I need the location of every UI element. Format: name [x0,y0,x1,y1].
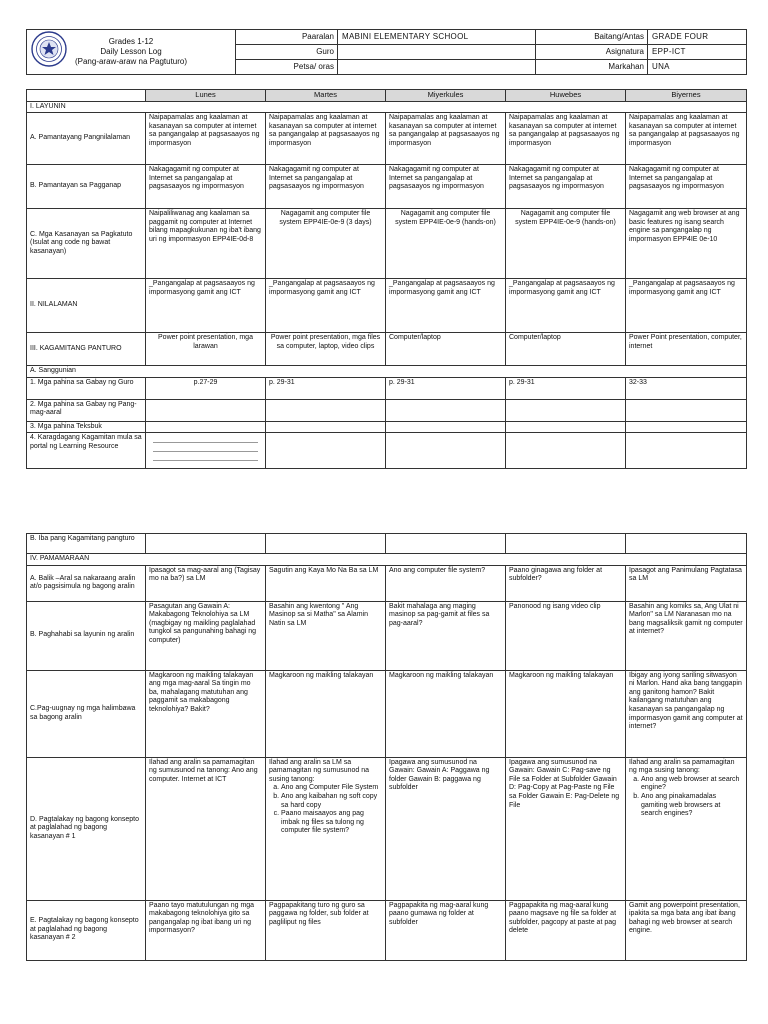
school-label: Paaralan [236,30,338,45]
title-line-1: Grades 1-12 [108,37,154,46]
list-intro: Ilahad ang aralin sa LM sa pamamagitan ng sumusunod na susing tanong: [269,758,370,783]
cell-text: Ilahad ang aralin sa pamamagitan ng sumusunod na tanong: Ano ang computer. Internet at ICT [146,757,266,900]
day-header-friday: Biyernes [626,90,747,102]
cell-text: Ipagawa ang sumusunod na Gawain: Gawain A: Paggawa ng folder Gawain B: paggawa ng subfolder [386,757,506,900]
cell-text: Bakit mahalaga ang maging masinop sa pag-gamit at files sa pag-aaral? [386,601,506,670]
school-value: MABINI ELEMENTARY SCHOOL [338,30,536,45]
lesson-log-table-1 [26,89,747,469]
cell-text: Nakagagamit ng computer at Internet sa pangangalap at pagsasaayos ng impormasyon [266,165,386,209]
cell-text: Nagagamit ang computer file system EPP4IE-0e-9 (hands-on) [386,209,506,279]
cell-text: Computer/laptop [386,333,506,366]
day-header-thursday: Huwebes [506,90,626,102]
cell-text: Ibigay ang iyong sariling sitwasyon ni Marlon. Hand aka bang tanggapin ang ganitong hamon? Bakit kailangang matutuhan ang kasanayan sa pangangalap ng impormasyon gamit ang computer at internet? [626,670,747,757]
cell-text: Ipagawa ang sumusunod na Gawain: Gawain C: Pag-save ng File sa Folder at Subfolder Gawain D: Pag-Copy at Pag-Paste ng File sa Folder Gawain E: Pag-Delete ng File [506,757,626,900]
list-intro: Ilahad ang aralin sa pamamagitan ng mga susing tanong: [629,758,735,775]
cell-text: Power point presentation, mga larawan [146,333,266,366]
cell-text: p. 29-31 [266,377,386,399]
row-label-pag-uugnay: C.Pag-uugnay ng mga halimbawa sa bagong aralin [27,670,146,757]
cell-text: Power point presentation, mga files sa computer, laptop, video clips [266,333,386,366]
row-label-karagdagang-kagamitan: 4. Karagdagang Kagamitan mula sa portal ng Learning Resource [27,433,146,469]
cell-text: Ipasagot sa mag-aaral ang (Tagisay mo na ba?) sa LM [146,565,266,601]
day-header-tuesday: Martes [266,90,386,102]
lesson-log-table-2 [26,533,747,961]
blank-line [153,436,258,443]
row-label-nilalaman: II. NILALAMAN [27,279,146,333]
cell-text: Naipapamalas ang kaalaman at kasanayan sa computer at internet sa pangangalap at pagsasaayos ng impormasyon [386,113,506,165]
cell-text: Paano ginagawa ang folder at subfolder? [506,565,626,601]
row-label-pagtalakay-2: E. Pagtalakay ng bagong konsepto at paglalahad ng bagong kasanayan # 2 [27,900,146,960]
quarter-label: Markahan [536,60,648,75]
date-value [338,60,536,75]
cell-text: Pasagutan ang Gawain A: Makabagong Teknolohiya sa LM (magbigay ng maikling paglalahad tungkol sa pangunahing bahagi ng computer) [146,601,266,670]
row-label-balik-aral: A. Balik –Aral sa nakaraang aralin at/o pagsisimula ng bagong aralin [27,565,146,601]
cell-text: Ano ang computer file system? [386,565,506,601]
quarter-value: UNA [648,60,747,75]
cell-text: Pagpapakita ng mag-aaral kung paano gumawa ng folder at subfolder [386,900,506,960]
blank-line [153,445,258,452]
title-line-2: Daily Lesson Log [100,47,162,56]
blank-line [153,454,258,461]
cell-text: Pagpapakitang turo ng guro sa paggawa ng folder, sub folder at pagliliput ng files [266,900,386,960]
cell-text: Paano tayo matutulungan ng mga makabagong teknolohiya gito sa pangangalap ng ibat ibang uri ng impormasyon? [146,900,266,960]
row-label-gabay-ng-guro: 1. Mga pahina sa Gabay ng Guro [27,377,146,399]
cell-text: Nakagagamit ng computer at Internet sa pangangalap at pagsasaayos ng impormasyon [146,165,266,209]
list-item: a. Ano ang Computer File System [281,784,382,793]
title-line-3: (Pang-araw-araw na Pagtuturo) [74,57,188,66]
cell-list [266,757,386,900]
cell-text: Magkaroon ng maikling talakayan ang mga mag-aaral Sa tingin mo ba, mahalagang matutuhan ang paggamit sa makabagong teknolohiya? Bakit? [146,670,266,757]
cell-text: Pagpapakita ng mag-aaral kung paano magsave ng file sa folder at subfolder, pagcopy at paste at pag delete [506,900,626,960]
day-header-monday: Lunes [146,90,266,102]
cell-text: _Pangangalap at pagsasaayos ng impormasyong gamit ang ICT [266,279,386,333]
row-label-paghahabi: B. Paghahabi sa layunin ng aralin [27,601,146,670]
cell-text: Nagagamit ang computer file system EPP4IE-0e-9 (hands-on) [506,209,626,279]
cell-text: _Pangangalap at pagsasaayos ng impormasyong gamit ang ICT [146,279,266,333]
teacher-value [338,45,536,60]
header-table [26,29,747,75]
cell-text: _Pangangalap at pagsasaayos ng impormasyong gamit ang ICT [506,279,626,333]
document-title [27,30,236,75]
row-label-kasanayan-sa-pagkatuto: C. Mga Kasanayan sa Pagkatuto (Isulat ang code ng bawat kasanayan) [27,209,146,279]
row-label-gabay-ng-mag-aaral: 2. Mga pahina sa Gabay ng Pang-mag-aaral [27,399,146,421]
cell-text: Nakagagamit ng computer at Internet sa pangangalap at pagsasaayos ng impormasyon [626,165,747,209]
cell-text: Basahin ang komiks sa, Ang Ulat ni Marlon" sa LM Naranasan mo na bang magsaliksik gamit ng computer at internet? [626,601,747,670]
cell-text: Naipaliliwanag ang kaalaman sa paggamit ng computer at Internet bilang mapagkukunan ng iba't ibang uri ng impormasyon EPP4IE-0d-8 [146,209,266,279]
cell-text: Naipapamalas ang kaalaman at kasanayan sa computer at internet sa pangangalap at pagsasaayos ng impormasyon [146,113,266,165]
grade-value: GRADE FOUR [648,30,747,45]
subject-label: Asignatura [536,45,648,60]
cell-text: Panonood ng isang video clip [506,601,626,670]
list-item: c. Paano maisaayos ang pag imbak ng files sa tulong ng computer file system? [281,810,382,836]
cell-text: _Pangangalap at pagsasaayos ng impormasyong gamit ang ICT [626,279,747,333]
grade-label: Baitang/Antas [536,30,648,45]
row-label-pagtalakay-1: D. Pagtalakay ng bagong konsepto at paglalahad ng bagong kasanayan # 1 [27,757,146,900]
day-header-wednesday: Miyerkules [386,90,506,102]
list-item: a. Ano ang web browser at search engine? [641,776,743,793]
cell-text: Nakagagamit ng computer at Internet sa pangangalap at pagsasaayos ng impormasyon [506,165,626,209]
cell-text: Magkaroon ng maikling talakayan [266,670,386,757]
cell-text: Nagagamit ang computer file system EPP4IE-0e-9 (3 days) [266,209,386,279]
row-label-pamantayan-sa-pagganap: B. Pamantayan sa Pagganap [27,165,146,209]
cell-text: Power Point presentation, computer, internet [626,333,747,366]
row-label-sanggunian: A. Sanggunian [27,366,747,378]
cell-text: Magkaroon ng maikling talakayan [386,670,506,757]
row-label-iba-pang-kagamitan: B. Iba pang Kagamitang pangturo [27,534,146,554]
cell-text: Naipapamalas ang kaalaman at kasanayan sa computer at internet sa pangangalap at pagsasaayos ng impormasyon [266,113,386,165]
section-pamamaraan: IV. PAMAMARAAN [27,554,747,566]
section-layunin: I. LAYUNIN [27,101,747,113]
cell-text: Naipapamalas ang kaalaman at kasanayan sa computer at internet sa pangangalap at pagsasaayos ng impormasyon [626,113,747,165]
cell-text: Sagutin ang Kaya Mo Na Ba sa LM [266,565,386,601]
cell-list [626,757,747,900]
cell-text: Nakagagamit ng computer at Internet sa pangangalap at pagsasaayos ng impormasyon [386,165,506,209]
cell-text: Nagagamit ang web browser at ang basic features ng isang search engine sa pangangalap ng impormasyon EPP4IE 0e-10 [626,209,747,279]
cell-text: 32-33 [626,377,747,399]
teacher-label: Guro [236,45,338,60]
list-item: b. Ano ang pinakamadalas gamiting web browsers at search engines? [641,793,743,819]
cell-text: p.27-29 [146,377,266,399]
cell-text: p. 29-31 [386,377,506,399]
list-item: b. Ano ang kaibahan ng soft copy sa hard copy [281,793,382,810]
cell-text: Basahin ang kwentong " Ang Masinop sa si Matha" sa Alamin Natin sa LM [266,601,386,670]
row-label-pamantayang-pangnilalaman: A. Pamantayang Pangnilalaman [27,113,146,165]
cell-text: Naipapamalas ang kaalaman at kasanayan sa computer at internet sa pangangalap at pagsasaayos ng impormasyon [506,113,626,165]
row-label-teksbuk: 3. Mga pahina Teksbuk [27,421,146,433]
cell-text: Magkaroon ng maikling talakayan [506,670,626,757]
date-label: Petsa/ oras [236,60,338,75]
cell-text: Ipasagot ang Panimulang Pagtatasa sa LM [626,565,747,601]
cell-text: _Pangangalap at pagsasaayos ng impormasyong gamit ang ICT [386,279,506,333]
cell-text: Gamit ang powerpoint presentation, ipakita sa mga bata ang ibat ibang bahagi ng web browser at search engine. [626,900,747,960]
cell-text: p. 29-31 [506,377,626,399]
row-label-kagamitang-panturo: III. KAGAMITANG PANTURO [27,333,146,366]
subject-value: EPP-ICT [648,45,747,60]
cell-text: Computer/laptop [506,333,626,366]
